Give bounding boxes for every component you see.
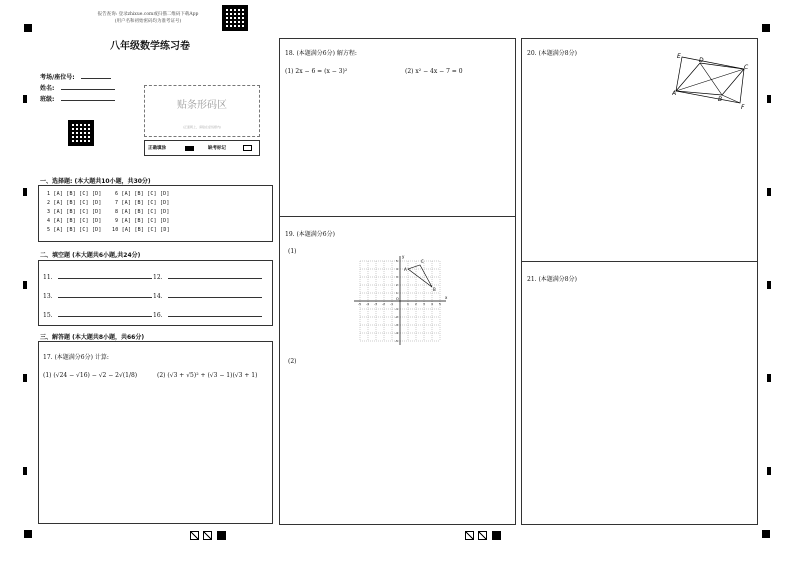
point-b-label: B: [433, 287, 436, 292]
point-a-label: A: [672, 90, 677, 97]
blank-12[interactable]: [153, 274, 262, 281]
exam-seat-field[interactable]: [40, 72, 111, 81]
page-mark-slash: [203, 531, 212, 540]
x-tick: 1: [407, 302, 409, 306]
blank-11[interactable]: [43, 274, 152, 281]
x-tick: -4: [366, 302, 369, 306]
point-a-label: A: [404, 267, 407, 272]
section3-heading: 三、解答题 (本大题共8小题，共66分): [40, 334, 145, 341]
report-notice-line1: 报告查询: 登录zhixue.com或扫描二维码下载App: [97, 12, 199, 17]
absent-label: 缺考标记: [208, 146, 226, 151]
registration-mark-bl: [24, 530, 32, 538]
x-tick: -2: [382, 302, 385, 306]
x-tick: 4: [431, 302, 433, 306]
mc-row-8[interactable]: 8 [A] [B] [C] [D]: [115, 209, 170, 215]
name-label: 姓名:: [40, 85, 55, 92]
blank-16[interactable]: [153, 312, 262, 319]
q20-title: 20. (本题满分8分): [527, 50, 577, 57]
x-tick: 5: [439, 302, 441, 306]
y-tick: 5: [396, 259, 398, 263]
blank-14[interactable]: [153, 293, 262, 300]
section2-heading: 二、填空题 (本大题共6小题,共24分): [40, 252, 141, 259]
timing-mark: [767, 95, 771, 103]
student-qr-code: [68, 120, 94, 146]
page-mark-filled: [492, 531, 501, 540]
page-mark-filled: [217, 531, 226, 540]
point-c-label: C: [421, 259, 424, 264]
point-d-label: D: [699, 57, 704, 64]
q17-part1: (1) (√24 − √16) − √2 − 2√(1/8): [43, 372, 138, 379]
y-tick: 2: [396, 283, 398, 287]
coordinate-grid: [350, 253, 450, 349]
timing-mark: [767, 467, 771, 475]
fill-blank-box: [38, 260, 273, 326]
timing-mark: [767, 281, 771, 289]
blank-16-line[interactable]: [168, 316, 262, 317]
blank-15[interactable]: [43, 312, 152, 319]
x-axis-label: x: [445, 295, 448, 300]
registration-mark-br: [762, 530, 770, 538]
q19-part2: (2): [288, 358, 297, 365]
point-e-label: E: [677, 53, 681, 60]
mc-row-2[interactable]: 2 [A] [B] [C] [D]: [47, 200, 102, 206]
q20-answer-box[interactable]: [521, 38, 758, 262]
q21-answer-box[interactable]: [521, 261, 758, 525]
mc-answer-box: [38, 185, 273, 242]
timing-mark: [23, 188, 27, 196]
y-tick: 3: [396, 275, 398, 279]
q17-part2: (2) (√3 + √5)² + (√3 − 1)(√3 + 1): [157, 372, 258, 379]
name-line[interactable]: [61, 89, 115, 90]
page-mark-slash: [465, 531, 474, 540]
x-tick: 2: [415, 302, 417, 306]
absent-checkbox[interactable]: [243, 145, 252, 151]
diagonal-db: [700, 63, 722, 95]
blank-15-label: 15.: [43, 312, 53, 319]
x-tick: -1: [390, 302, 393, 306]
barcode-area[interactable]: [144, 85, 260, 137]
q19-title: 19. (本题满分6分): [285, 231, 335, 238]
timing-mark: [767, 188, 771, 196]
y-tick: -2: [395, 315, 398, 319]
mc-row-9[interactable]: 9 [A] [B] [C] [D]: [115, 218, 170, 224]
blank-13-label: 13.: [43, 293, 53, 300]
q18-answer-box[interactable]: [279, 38, 516, 217]
q17-answer-box[interactable]: [38, 341, 273, 524]
x-tick: -5: [358, 302, 361, 306]
registration-mark-tl: [24, 24, 32, 32]
barcode-title: 贴条形码区: [177, 100, 227, 111]
mc-row-1[interactable]: 1 [A] [B] [C] [D]: [47, 191, 102, 197]
barcode-hint: (正面朝上，请贴在虚线框内): [182, 125, 222, 129]
q18-part2: (2) x² − 4x − 7 = 0: [405, 68, 463, 75]
q19-answer-box[interactable]: [279, 216, 516, 525]
name-field[interactable]: [40, 83, 115, 92]
report-notice: [78, 11, 218, 25]
class-label: 班级:: [40, 96, 55, 103]
x-tick-labels: [358, 302, 441, 306]
mc-row-7[interactable]: 7 [A] [B] [C] [D]: [115, 200, 170, 206]
y-tick: -5: [395, 339, 398, 343]
point-c-label: C: [744, 64, 749, 71]
mc-row-5[interactable]: 5 [A] [B] [C] [D]: [47, 227, 102, 233]
exam-seat-line[interactable]: [81, 78, 111, 79]
y-tick: 4: [396, 267, 398, 271]
point-f-label: F: [741, 104, 745, 111]
section1-heading: 一、选择题: (本大题共10小题，共30分): [40, 178, 151, 185]
mc-row-3[interactable]: 3 [A] [B] [C] [D]: [47, 209, 102, 215]
q18-title: 18. (本题满分6分) 解方程:: [285, 50, 357, 57]
mc-row-10[interactable]: 10 [A] [B] [C] [D]: [112, 227, 170, 233]
blank-14-label: 14.: [153, 293, 163, 300]
inner-parallelogram: [676, 63, 744, 95]
blank-11-line[interactable]: [58, 278, 152, 279]
x-tick: -3: [374, 302, 377, 306]
q19-part1: (1): [288, 248, 297, 255]
blank-11-label: 11.: [43, 274, 53, 281]
q17-title: 17. (本题满分6分) 计算:: [43, 354, 109, 361]
correct-fill-sample: [185, 146, 194, 151]
fill-legend: [144, 140, 260, 156]
blank-14-line[interactable]: [168, 297, 262, 298]
q21-title: 21. (本题满分8分): [527, 276, 577, 283]
blank-15-line[interactable]: [58, 316, 152, 317]
y-tick: -1: [395, 307, 398, 311]
parallelogram-figure: [672, 51, 754, 111]
diagonal-ac: [676, 69, 744, 91]
report-notice-line2: (用户名和初始密码均为准考证号): [114, 19, 182, 24]
timing-mark: [23, 95, 27, 103]
timing-mark: [23, 374, 27, 382]
timing-mark: [23, 281, 27, 289]
origin-label: O: [396, 297, 399, 301]
registration-mark-tr: [762, 24, 770, 32]
edge-bf: [722, 95, 740, 103]
blank-13[interactable]: [43, 293, 152, 300]
blank-16-label: 16.: [153, 312, 163, 319]
triangle-abc: [408, 265, 432, 287]
app-qr-code[interactable]: [222, 5, 248, 31]
timing-mark: [23, 467, 27, 475]
mc-row-6[interactable]: 6 [A] [B] [C] [D]: [115, 191, 170, 197]
blank-12-label: 12.: [153, 274, 163, 281]
x-tick: 3: [423, 302, 425, 306]
blank-12-line[interactable]: [168, 278, 262, 279]
blank-13-line[interactable]: [58, 297, 152, 298]
timing-mark: [767, 374, 771, 382]
correct-fill-label: 正确填涂: [148, 146, 166, 151]
class-line[interactable]: [61, 100, 115, 101]
exam-seat-label: 考场/座位号:: [40, 74, 75, 81]
point-b-label: B: [718, 96, 723, 103]
q18-part1: (1) 2x − 6 = (x − 3)²: [285, 68, 348, 75]
mc-row-4[interactable]: 4 [A] [B] [C] [D]: [47, 218, 102, 224]
y-tick: -3: [395, 323, 398, 327]
page-title: 八年级数学练习卷: [110, 41, 190, 52]
y-tick: 1: [396, 291, 398, 295]
class-field[interactable]: [40, 94, 115, 103]
y-tick: -4: [395, 331, 398, 335]
page-mark-slash: [190, 531, 199, 540]
y-axis-label: y: [402, 254, 405, 259]
page-mark-slash: [478, 531, 487, 540]
